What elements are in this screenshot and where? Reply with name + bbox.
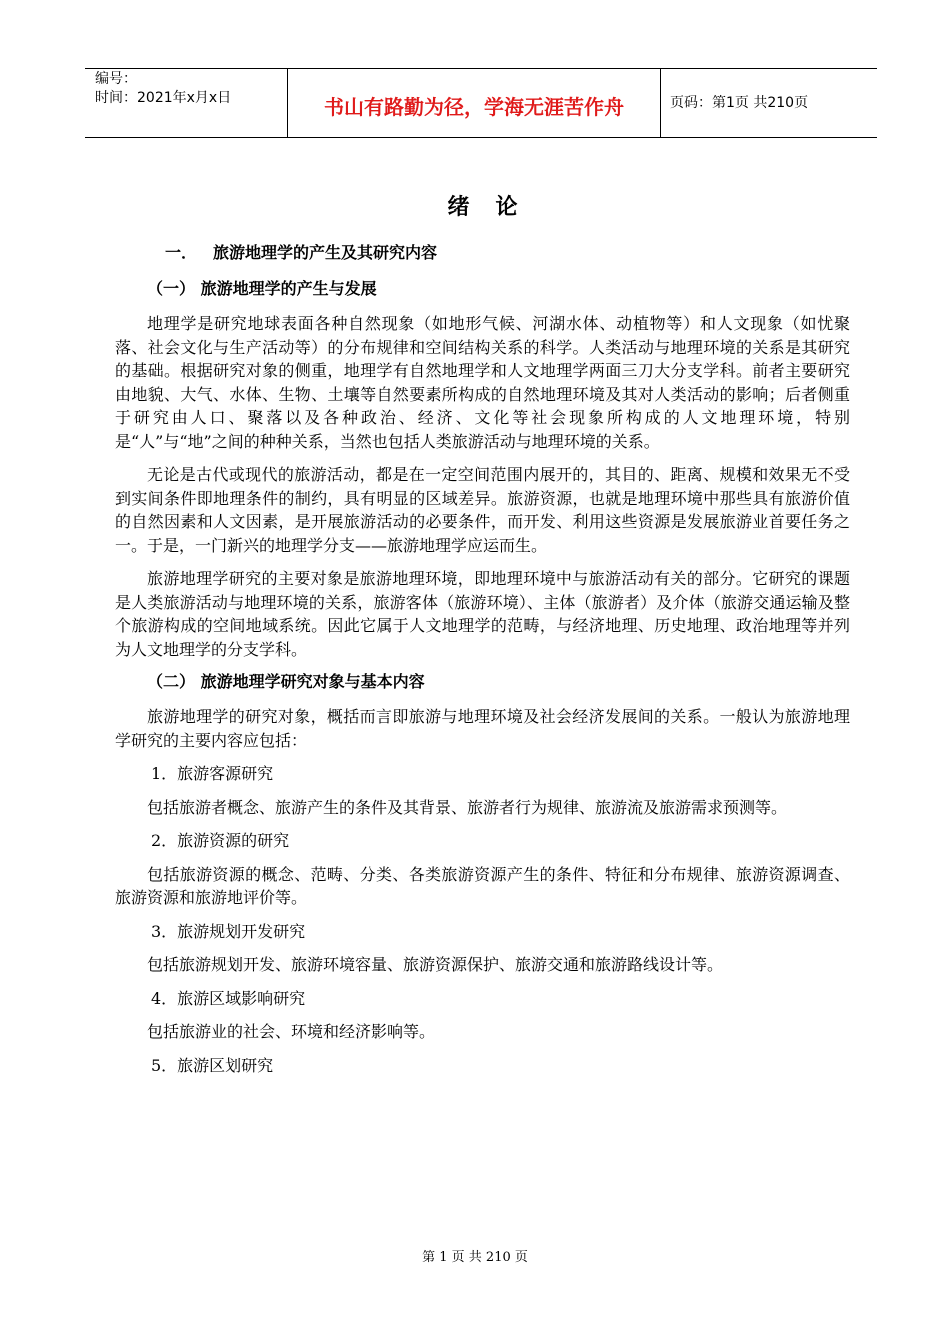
list-item-3: 3．旅游规划开发研究 bbox=[151, 921, 306, 941]
paragraph-1: 地理学是研究地球表面各种自然现象（如地形气候、河湖水体、动植物等）和人文现象（如忧聚落、社会文化与生产活动等）的分布规律和空间结构关系的科学。人类活动与地理环境的关系是其研究的基础。根据研究对象的侧重，地理学有自然地理学和人文地理学两面三刀大分支学科。前者主要研究由地貌、大气、水体、生物、土壤等自然要素所构成的自然地理环境及其对人类活动的影响；后者侧重于研究由人口、聚落以及各种政治、经济、文化等社会现象所构成的人文地理环境，特别是“人”与“地”之间的种种关系，当然也包括人类旅游活动与地理环境的关系。 bbox=[115, 314, 850, 451]
header-meta bbox=[85, 69, 287, 137]
subsection-heading-1: （一） 旅游地理学的产生与发展 bbox=[147, 279, 377, 298]
page-footer: 第 1 页 共 210 页 bbox=[422, 1250, 528, 1265]
section-number: 一． bbox=[165, 243, 198, 262]
list-item-4: 4．旅游区域影响研究 bbox=[151, 988, 306, 1008]
document-body bbox=[115, 188, 850, 1087]
time-label: 时间：2021年x月x日 bbox=[95, 90, 232, 106]
page-number-label: 页码：第1页 共210页 bbox=[670, 95, 809, 111]
subsection-heading-2: （二） 旅游地理学研究对象与基本内容 bbox=[147, 672, 425, 691]
header-motto-cell bbox=[287, 69, 661, 137]
paragraph-4: 旅游地理学的研究对象，概括而言即旅游与地理环境及社会经济发展间的关系。一般认为旅游地理学研究的主要内容应包括： bbox=[115, 707, 850, 750]
section-heading bbox=[165, 242, 850, 264]
number-label: 编号： bbox=[95, 71, 137, 87]
paragraph-3: 旅游地理学研究的主要对象是旅游地理环境，即地理环境中与旅游活动有关的部分。它研究的课题是人类旅游活动与地理环境的关系，旅游客体（旅游环境）、主体（旅游者）及介体（旅游交通运输及整个旅游构成的空间地域系统。因此它属于人文地理学的范畴，与经济地理、历史地理、政治地理等并列为人文地理学的分支学科。 bbox=[115, 569, 850, 659]
header-motto: 书山有路勤为径，学海无涯苦作舟 bbox=[324, 95, 624, 119]
paragraph-8: 包括旅游业的社会、环境和经济影响等。 bbox=[147, 1022, 436, 1041]
list-item-2: 2．旅游资源的研究 bbox=[151, 831, 290, 850]
section-title: 旅游地理学的产生及其研究内容 bbox=[213, 243, 438, 262]
paragraph-6: 包括旅游资源的概念、范畴、分类、各类旅游资源产生的条件、特征和分布规律、旅游资源调查、旅游资源和旅游地评价等。 bbox=[115, 864, 850, 907]
paragraph-2: 无论是古代或现代的旅游活动，都是在一定空间范围内展开的，其目的、距离、规模和效果无不受到实间条件即地理条件的制约，具有明显的区域差异。旅游资源，也就是地理环境中那些具有旅游价值的自然因素和人文因素，是开展旅游活动的必要条件，而开发、利用这些资源是发展旅游业首要任务之一。于是，一门新兴的地理学分支——旅游地理学应运而生。 bbox=[115, 465, 850, 555]
paragraph-5: 包括旅游者概念、旅游产生的条件及其背景、旅游者行为规律、旅游流及旅游需求预测等。 bbox=[147, 797, 788, 817]
list-item-1: 1．旅游客源研究 bbox=[151, 764, 274, 783]
page-header bbox=[85, 68, 877, 138]
list-item-5: 5．旅游区划研究 bbox=[151, 1055, 274, 1075]
document-title: 绪论 bbox=[447, 195, 544, 220]
paragraph-7: 包括旅游规划开发、旅游环境容量、旅游资源保护、旅游交通和旅游路线设计等。 bbox=[147, 955, 724, 974]
